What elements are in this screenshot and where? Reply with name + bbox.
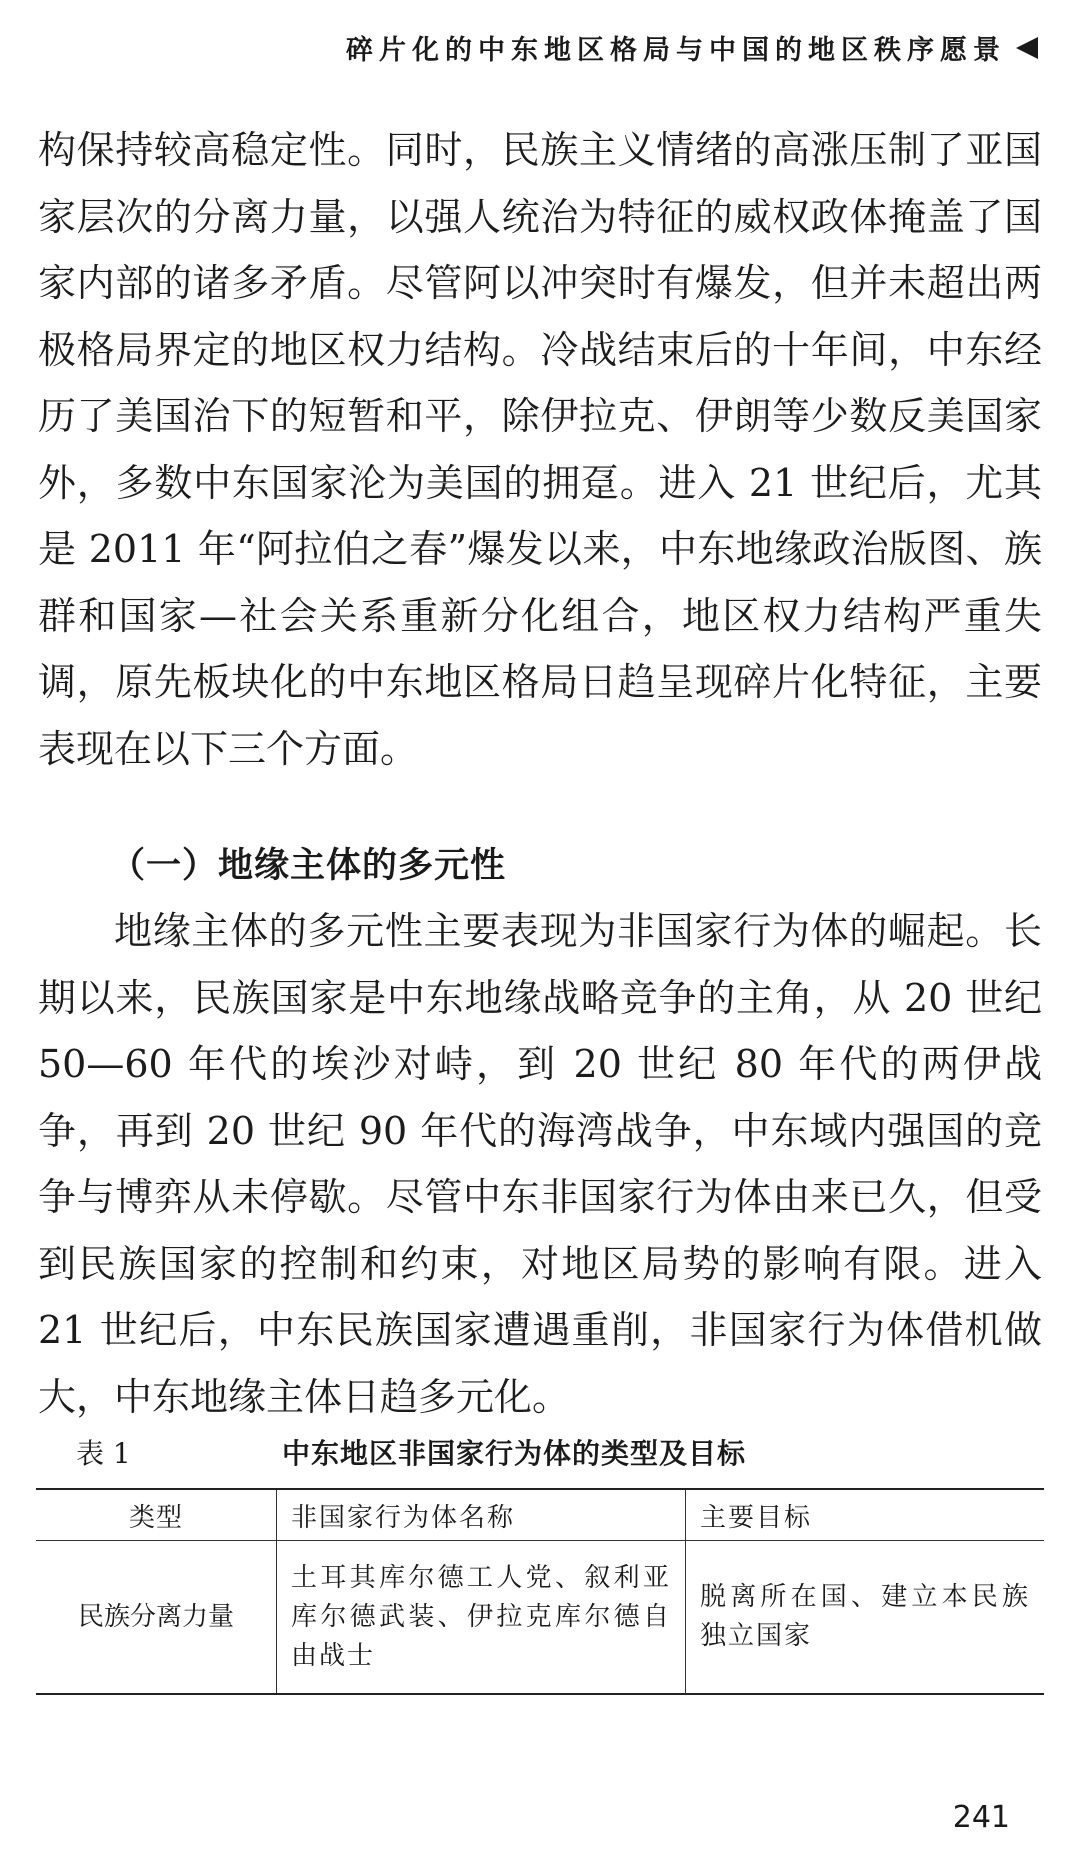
table-row — [36, 1541, 1044, 1695]
running-header-title: 碎片化的中东地区格局与中国的地区秩序愿景 — [346, 35, 1006, 66]
column-header-goal: 主要目标 — [686, 1489, 1045, 1541]
paragraph-text: 构保持较高稳定性。同时，民族主义情绪的高涨压制了亚国家层次的分离力量，以强人统治为特征的威权政体掩盖了国家内部的诸多矛盾。尽管阿以冲突时有爆发，但并未超出两极格局界定的地区权力结构。冷战结束后的十年间，中东经历了美国治下的短暂和平，除伊拉克、伊朗等少数反美国家外，多数中东国家沦为美国的拥趸。进入 21 世纪后，尤其是 2011 年“阿拉伯之春”爆发以来，中东地缘政治版图、族群和国家—社会关系重新分化组合，地区权力结构严重失调，原先板块化的中东地区格局日趋呈现碎片化特征，主要表现在以下三个方面。 — [38, 128, 1042, 771]
triangle-marker-icon — [1016, 37, 1038, 59]
column-header-type: 类型 — [128, 1502, 183, 1533]
column-header-actors: 非国家行为体名称 — [277, 1489, 686, 1541]
table-title: 中东地区非国家行为体的类型及目标 — [282, 1437, 747, 1470]
page-number: 241 — [952, 1800, 1010, 1835]
body-paragraph-2 — [38, 898, 1042, 1430]
body-paragraph-1 — [38, 117, 1042, 782]
cell-goal: 脱离所在国、建立本民族独立国家 — [686, 1541, 1045, 1695]
running-header — [346, 28, 1038, 67]
non-state-actors-table — [36, 1488, 1044, 1695]
cell-actors: 土耳其库尔德工人党、叙利亚库尔德武装、伊拉克库尔德自由战士 — [277, 1541, 686, 1695]
paragraph-text: 地缘主体的多元性主要表现为非国家行为体的崛起。长期以来，民族国家是中东地缘战略竞争的主角，从 20 世纪 50—60 年代的埃沙对峙，到 20 世纪 80 年代的两伊战争，再到 20 世纪 90 年代的海湾战争，中东域内强国的竞争与博弈从未停歇。尽管中东非国家行为体由来已久，但受到民族国家的控制和约束，对地区局势的影响有限。进入 21 世纪后，中东民族国家遭遇重削，非国家行为体借机做大，中东地缘主体日趋多元化。 — [38, 909, 1042, 1419]
cell-type: 民族分离力量 — [77, 1601, 234, 1632]
section-heading: （一）地缘主体的多元性 — [110, 846, 507, 886]
table-header-row — [36, 1489, 1044, 1541]
table-label: 表 1 — [76, 1437, 131, 1470]
